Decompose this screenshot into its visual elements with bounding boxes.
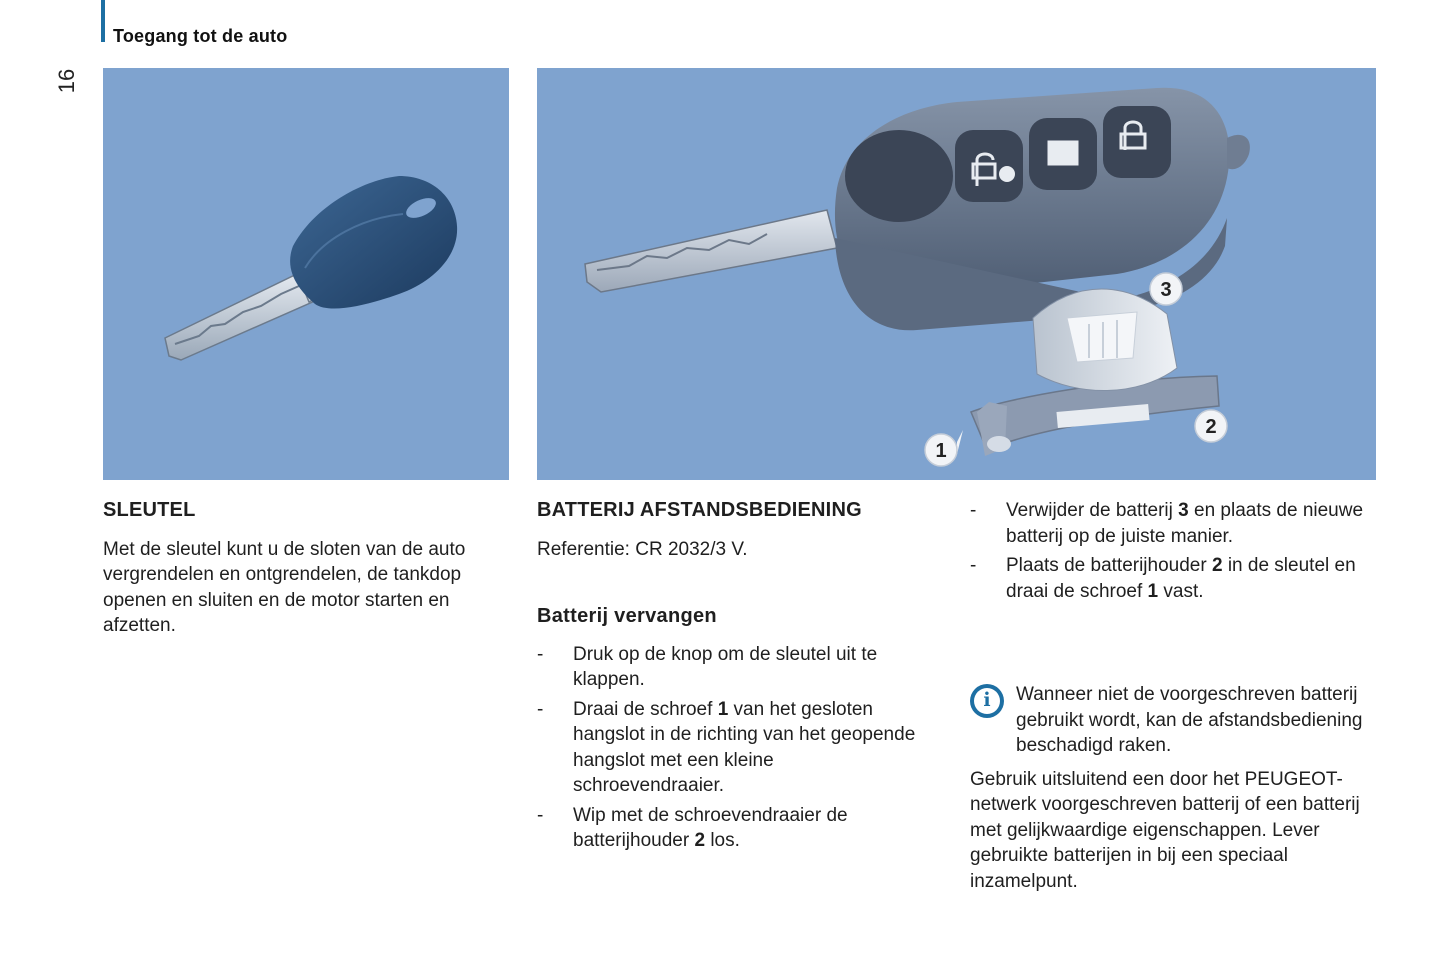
list-item: - Draai de schroef 1 van het gesloten hangslot in de richting van het geopende hangslot met een kleine schroevendraaier. [537, 698, 916, 796]
list-item: - Plaats de batterijhouder 2 in de sleutel en draai de schroef 1 vast. [970, 555, 1356, 602]
key-body: Met de sleutel kunt u de sloten van de auto vergrendelen en ontgrendelen, de tankdop openen en sluiten en de motor starten en afzetten. [103, 538, 466, 636]
info-advice: Gebruik uitsluitend een door het PEUGEOT-netwerk voorgeschreven batterij of een batterij met gelijkwaardige eigenschappen. Lever gebruikte batterijen in bij een speciaal inzamelpunt. [970, 768, 1360, 892]
callout-1 [925, 430, 963, 466]
list-item: - Wip met de schroevendraaier de batterijhouder 2 los. [537, 804, 848, 851]
battery-steps-continued [970, 498, 1380, 604]
battery-continued-section [970, 498, 1380, 894]
callout-3 [1150, 273, 1182, 305]
info-warning: Wanneer niet de voorgeschreven batterij gebruikt wordt, kan de afstandsbediening beschadigd raken. [1016, 684, 1363, 756]
list-item: - Verwijder de batterij 3 en plaats de nieuwe batterij op de juiste manier. [970, 500, 1364, 547]
battery-subheading: Batterij vervangen [537, 605, 717, 627]
battery-steps [537, 642, 917, 854]
key-illustration [103, 68, 509, 480]
battery-heading: BATTERIJ AFSTANDSBEDIENING [537, 499, 862, 521]
info-icon: i [970, 684, 1004, 718]
callout-2 [1195, 410, 1227, 442]
key-drawing [103, 68, 509, 480]
section-title: Toegang tot de auto [113, 26, 288, 46]
header-accent-bar [101, 0, 105, 42]
battery-section [537, 498, 917, 858]
svg-text:1: 1 [935, 440, 947, 462]
battery-reference: Referentie: CR 2032/3 V. [537, 538, 748, 560]
svg-text:2: 2 [1205, 416, 1217, 438]
page-number: 16 [54, 68, 79, 94]
list-item: - Druk op de knop om de sleutel uit te klappen. [537, 643, 878, 690]
svg-text:3: 3 [1160, 279, 1172, 301]
remote-drawing [537, 68, 1376, 480]
key-section [103, 498, 503, 639]
info-note [970, 682, 1380, 759]
remote-battery-illustration [537, 68, 1376, 480]
key-heading: SLEUTEL [103, 499, 196, 521]
